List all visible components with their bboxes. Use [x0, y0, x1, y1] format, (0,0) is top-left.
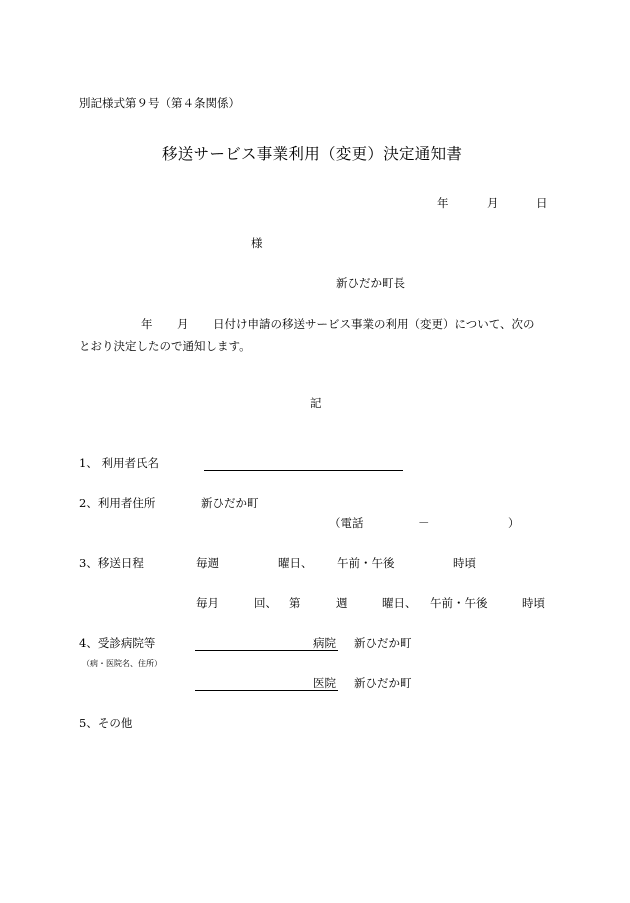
item1-label: 1、 利用者氏名: [79, 456, 159, 470]
ki-heading: 記: [310, 396, 322, 410]
phone-dash: －: [418, 516, 430, 530]
phone-open: （電話: [329, 516, 364, 530]
user-name-blank-line: [204, 470, 403, 471]
date-day-label: 日: [536, 196, 548, 210]
weekly-ampm: 午前・午後: [337, 556, 395, 570]
clinic-suffix: 医院: [313, 676, 336, 690]
body-year-label: 年: [141, 317, 153, 331]
hospital-town: 新ひだか町: [354, 636, 412, 650]
clinic-blank-line: [195, 690, 338, 691]
weekly-dow-label: 曜日、: [278, 556, 313, 570]
clinic-town: 新ひだか町: [354, 676, 412, 690]
monthly-times: 回、: [254, 596, 277, 610]
item4-label: 4、受診病院等: [79, 636, 156, 650]
monthly-ampm: 午前・午後: [430, 596, 488, 610]
weekly-label: 毎週: [196, 556, 219, 570]
monthly-week: 週: [336, 596, 348, 610]
weekly-time: 時頃: [453, 556, 476, 570]
monthly-label: 毎月: [196, 596, 219, 610]
addressee-suffix: 様: [251, 236, 263, 250]
item3-label: 3、移送日程: [79, 556, 144, 570]
body-month-label: 月: [177, 317, 189, 331]
hospital-suffix: 病院: [313, 636, 336, 650]
hospital-blank-line: [195, 650, 338, 651]
issuer-name: 新ひだか町長: [336, 276, 405, 290]
item4-note: （病・医院名、住所）: [82, 659, 162, 668]
address-town: 新ひだか町: [201, 496, 259, 510]
item5-label: 5、その他: [79, 716, 133, 730]
date-year-label: 年: [437, 196, 449, 210]
monthly-time: 時頃: [522, 596, 545, 610]
form-reference: 別記様式第９号（第４条関係）: [79, 96, 240, 110]
phone-close: ）: [508, 516, 520, 530]
body-line-1: 日付け申請の移送サービス事業の利用（変更）について、次の: [213, 317, 535, 331]
monthly-nth: 第: [289, 596, 301, 610]
monthly-dow-label: 曜日、: [382, 596, 417, 610]
date-month-label: 月: [487, 196, 499, 210]
document-title: 移送サービス事業利用（変更）決定通知書: [162, 145, 463, 163]
body-line-2: とおり決定したので通知します。: [79, 339, 251, 353]
item2-label: 2、利用者住所: [79, 496, 156, 510]
